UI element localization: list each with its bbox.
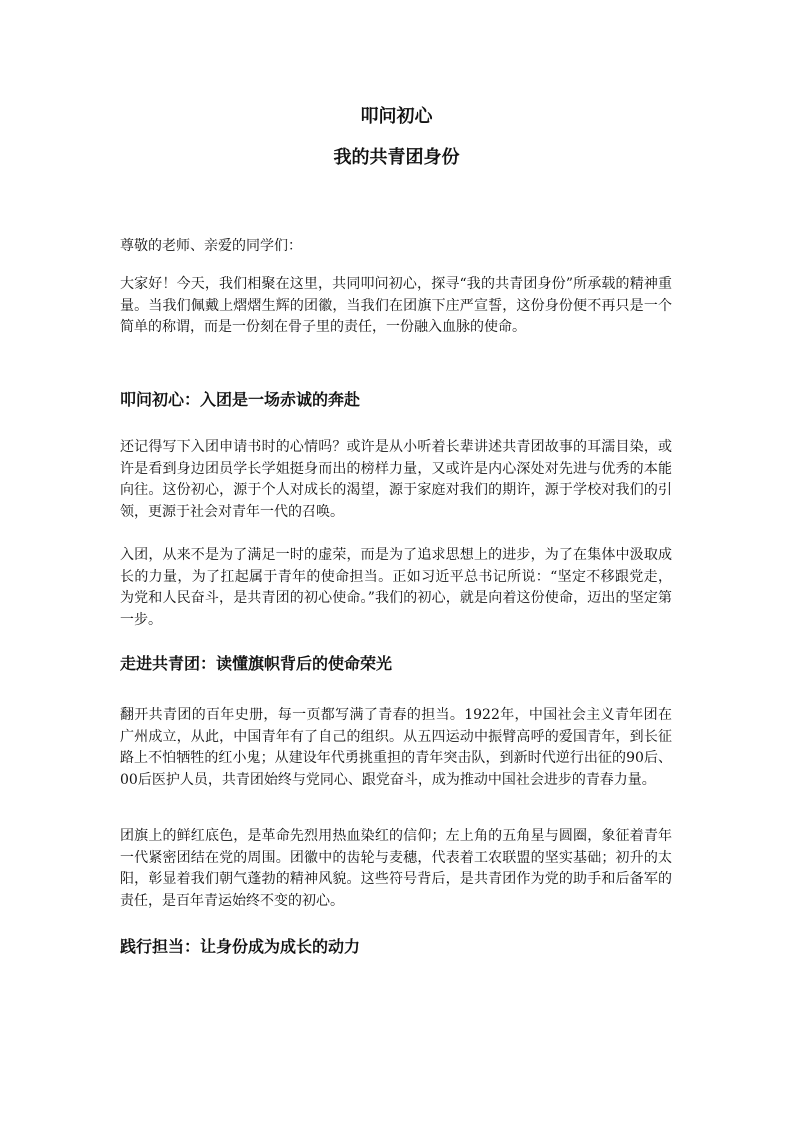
section-heading-3: 践行担当：让身份成为成长的动力 (120, 937, 361, 956)
section-2-paragraph-1: 翻开共青团的百年史册，每一页都写满了青春的担当。1922年，中国社会主义青年团在广州成立，从此，中国青年有了自己的组织。从五四运动中振臂高呼的爱国青年，到长征路上不怕牺牲的红小鬼；从建设年代勇挑重担的青年突击队，到新时代逆行出征的90后、00后医护人员，共青团始终与党同心、跟党奋斗，成为推动中国社会进步的青春力量。 (120, 707, 672, 788)
greeting: 尊敬的老师、亲爱的同学们： (120, 238, 302, 254)
section-heading-2: 走进共青团：读懂旗帜背后的使命荣光 (120, 654, 393, 673)
section-1-paragraph-2: 入团，从来不是为了满足一时的虚荣，而是为了追求思想上的进步，为了在集体中汲取成长的力量，为了扛起属于青年的使命担当。正如习近平总书记所说：“坚定不移跟党走，为党和人民奋斗，是共青团的初心使命。”我们的初心，就是向着这份使命，迈出的坚定第一步。 (120, 547, 672, 628)
document-subtitle: 我的共青团身份 (333, 147, 460, 168)
document-title: 叩问初心 (360, 106, 433, 127)
section-2-paragraph-2: 团旗上的鲜红底色，是革命先烈用热血染红的信仰；左上角的五角星与圆圈，象征着青年一代紧密团结在党的周围。团徽中的齿轮与麦穗，代表着工农联盟的坚实基础；初升的太阳，彰显着我们朝气蓬勃的精神风貌。这些符号背后，是共青团作为党的助手和后备军的责任，是百年青运始终不变的初心。 (120, 828, 672, 909)
section-heading-1: 叩问初心：入团是一场赤诚的奔赴 (120, 390, 361, 409)
intro-paragraph: 大家好！今天，我们相聚在这里，共同叩问初心，探寻“我的共青团身份”所承载的精神重量。当我们佩戴上熠熠生辉的团徽，当我们在团旗下庄严宣誓，这份身份便不再只是一个简单的称谓，而是一份刻在骨子里的责任，一份融入血脉的使命。 (120, 276, 672, 335)
section-1-paragraph-1: 还记得写下入团申请书时的心情吗？或许是从小听着长辈讲述共青团故事的耳濡目染，或许是看到身边团员学长学姐挺身而出的榜样力量，又或许是内心深处对先进与优秀的本能向往。这份初心，源于个人对成长的渴望，源于家庭对我们的期许，源于学校对我们的引领，更源于社会对青年一代的召唤。 (120, 439, 672, 520)
